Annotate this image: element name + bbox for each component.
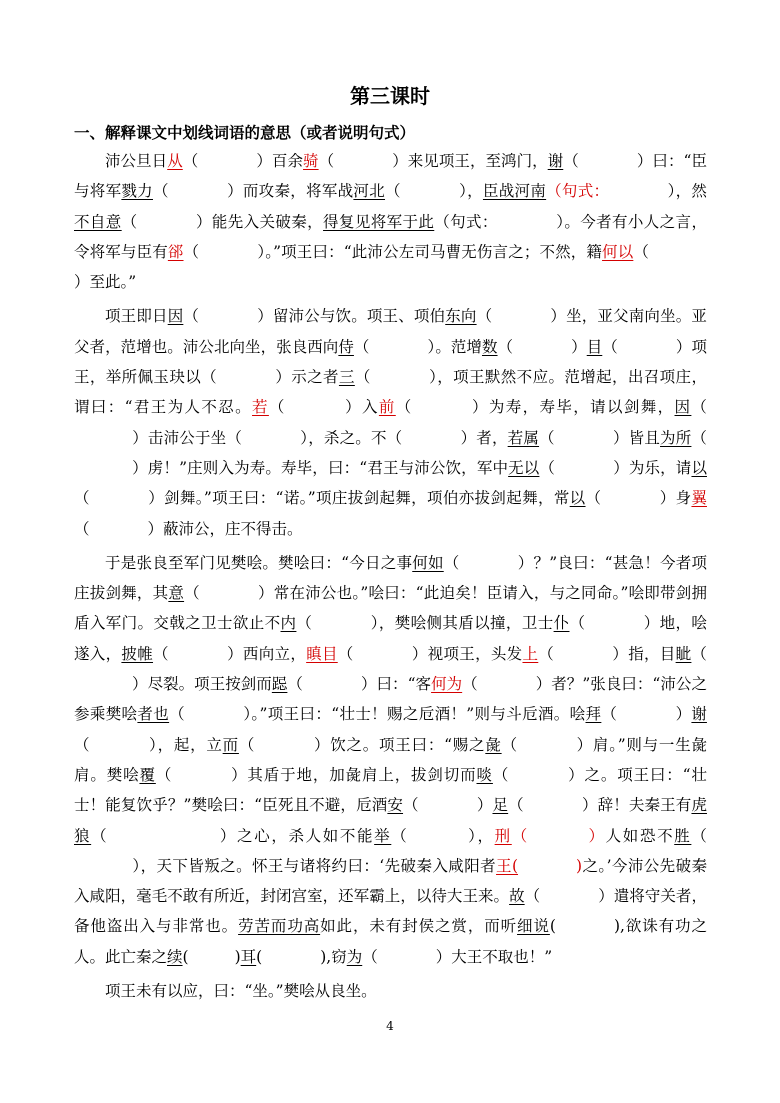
passage-text: (	[549, 917, 556, 936]
passage-text: (	[256, 947, 263, 966]
underlined-term: 谢	[547, 152, 564, 170]
passage-text: ）饮之。项王曰：“赐之	[313, 735, 486, 754]
underlined-term: 因	[674, 398, 692, 417]
passage-paragraph-1	[74, 146, 707, 297]
underlined-term: 得复见将军于此	[323, 212, 435, 231]
passage-text: ),欲诛有功之人。此亡秦之	[74, 917, 707, 966]
page-number: 4	[386, 1019, 394, 1033]
passage-text: ）	[476, 796, 493, 815]
underlined-term: 何为	[431, 675, 463, 694]
passage-text: ）皆且	[612, 428, 661, 447]
passage-text: ）常在沛公也。”哙曰：“此迫矣！臣请入，与之同命。”哙即带剑拥盾入军门。交戟之卫士欲止不	[74, 584, 707, 633]
passage-text: （	[601, 705, 618, 724]
passage-text: （	[353, 337, 370, 356]
passage-text: （	[476, 307, 493, 326]
passage-text: （句式：	[546, 182, 610, 201]
passage-text: ）能先入关破秦，	[195, 212, 324, 231]
passage-text: ），然	[667, 182, 707, 201]
passage-text: ）西向立，	[226, 644, 307, 663]
passage-text: ）	[675, 705, 692, 724]
passage-text: ）。今者有小人之言，令将军与臣有	[74, 212, 707, 261]
passage-text: ）至此。”	[74, 273, 137, 292]
passage-text: （	[403, 796, 419, 815]
passage-text: （	[337, 644, 354, 663]
passage-text: （	[391, 826, 409, 845]
passage-text: （	[155, 765, 173, 784]
passage-text: （	[296, 614, 313, 633]
passage-text: （	[511, 826, 529, 845]
passage-text: （	[585, 489, 602, 508]
underlined-term: 河北	[353, 182, 386, 201]
passage-text: ）来见项王，至鸿门，	[392, 152, 548, 170]
passage-text: (	[182, 947, 189, 966]
underlined-term: 骑	[303, 152, 319, 170]
underlined-term: 郤	[167, 242, 184, 261]
passage-text: ）击沛公于坐（	[132, 428, 243, 447]
underlined-term: 细说	[517, 917, 550, 936]
passage-text: ）剑舞。”项王曰：“诺。”项庄拔剑起舞，项伯亦拔剑起舞，常	[147, 489, 570, 508]
passage-text: ），杀之。不（	[300, 428, 403, 447]
passage-text: ）曰：“臣与将军	[74, 152, 707, 201]
passage-text: （句式：	[434, 212, 498, 231]
passage-text: （	[569, 614, 586, 633]
underlined-term: 意	[168, 584, 185, 603]
passage-text: （	[539, 428, 555, 447]
underlined-term: 眦	[675, 644, 692, 663]
passage-text: ）之心，杀人如不能	[218, 826, 375, 845]
passage-text: （	[497, 337, 514, 356]
underlined-term: 上	[522, 644, 539, 663]
passage-text: （	[362, 947, 378, 966]
passage-text: （	[563, 152, 579, 170]
passage-paragraph-3	[74, 548, 707, 972]
underlined-term: 戮力	[121, 182, 153, 201]
passage-text: ）而攻秦，将军战	[226, 182, 354, 201]
passage-text: （	[691, 398, 707, 417]
passage-text: （	[633, 242, 649, 261]
passage-text: ）肩。”则与一生彘肩。樊哙	[74, 735, 707, 784]
passage-text: ）身	[659, 489, 692, 508]
passage-text: （	[443, 553, 460, 572]
passage-text: ）坐，亚父南向坐。亚父者，范增也。沛公北向坐，张良西向	[74, 307, 707, 356]
passage-text: （	[691, 826, 707, 845]
passage-text: （	[238, 735, 256, 754]
passage-text: 之。’今沛公先破秦入咸阳，毫毛不敢有所近，封闭宫室，还军霸上，以待大王来。	[74, 856, 707, 906]
passage-text: （	[153, 644, 169, 663]
underlined-term: 内	[280, 614, 297, 633]
passage-text: ），起，立	[148, 735, 223, 754]
passage-text: ），樊哙侧其盾以撞，卫士	[370, 614, 554, 633]
underlined-term: 若属	[507, 428, 540, 447]
passage-text: ）。”项王曰：“此沛公左司马曹无伤言之；不然，籍	[257, 242, 603, 261]
page-title: 第三课时	[350, 84, 430, 108]
passage-text: （	[152, 182, 169, 201]
underlined-term: 目	[586, 337, 603, 356]
passage-text: )	[234, 947, 241, 966]
passage-text: （	[287, 675, 303, 694]
passage-text: ）	[586, 826, 606, 845]
underlined-term: 拜	[585, 705, 602, 724]
passage-paragraph-2	[74, 301, 707, 543]
passage-text: （	[538, 644, 555, 663]
underlined-term: 仆	[553, 614, 570, 633]
passage-text: （	[354, 368, 371, 387]
passage-text: 项王即日	[105, 307, 168, 326]
underlined-term: 因	[167, 307, 184, 326]
passage-text: （	[169, 705, 185, 724]
passage-text: ）尽裂。项王按剑而	[132, 675, 272, 694]
passage-text: ）。”项王曰：“壮士！赐之卮酒！”则与斗卮酒。哙	[242, 705, 586, 724]
passage-text: （	[183, 242, 200, 261]
passage-text: （	[492, 765, 510, 784]
underlined-term: 王(	[496, 856, 519, 875]
passage-text: （	[74, 489, 90, 508]
passage-text: ）视项王，头发	[411, 644, 523, 663]
passage-text: （	[91, 826, 109, 845]
passage-text: （	[539, 458, 556, 477]
passage-text: （	[318, 152, 335, 170]
passage-text: ）大王不取也！”	[435, 947, 553, 966]
underlined-term: 数	[481, 337, 498, 356]
passage-text: ），天下皆叛之。怀王与诸将约曰：‘先破秦入咸阳者	[132, 856, 497, 875]
passage-text: ）其盾于地，加彘肩上，拔剑切而	[230, 765, 477, 784]
underlined-term: 为所	[660, 428, 692, 447]
passage-text: ）虏！”庄则入为寿。寿毕，曰：“君王与沛公饮，军中	[132, 458, 509, 477]
underlined-term: 翼	[691, 489, 707, 508]
passage-text: （	[268, 398, 286, 417]
passage-text: （	[501, 735, 518, 754]
passage-text: （	[385, 182, 401, 201]
underlined-term: 三	[338, 368, 355, 387]
underlined-term: 刑	[494, 826, 512, 845]
passage-text: ）留沛公与饮。项王、项伯	[257, 307, 446, 326]
passage-text: 如此，未有封侯之赏，而听	[320, 917, 518, 936]
section-heading: 一、解释课文中划线词语的意思（或者说明句式）	[74, 124, 416, 142]
passage-text: ），	[458, 182, 483, 201]
passage-text: 人如恐不	[605, 826, 675, 845]
passage-text: ）？”良曰：“甚急！今者项庄拔剑舞，其	[74, 553, 707, 603]
underlined-term: 为	[346, 947, 363, 966]
passage-text: ）蔽沛公，庄不得击。	[147, 519, 303, 538]
passage-text: ）指，目	[612, 644, 676, 663]
underlined-term: 足	[492, 796, 509, 815]
passage-text: （	[74, 735, 91, 754]
passage-text: ）入	[343, 398, 379, 417]
underlined-term: 不自意	[74, 212, 122, 231]
passage-text: （	[182, 152, 199, 170]
passage-text: （	[395, 398, 413, 417]
underlined-term: 侍	[338, 337, 354, 356]
underlined-term: 以	[569, 489, 586, 508]
underlined-term: 若	[252, 398, 269, 417]
passage-text: ），项王默然不应。范增起，出召项庄，谓曰：“君王为人不忍。	[74, 368, 707, 417]
passage-text: （	[462, 675, 478, 694]
underlined-term: 覆	[139, 765, 156, 784]
underlined-term: 胜	[674, 826, 692, 845]
underlined-term: 故	[509, 887, 525, 906]
underlined-term: 者也	[137, 705, 170, 724]
underlined-term: 臣战河南	[482, 182, 547, 201]
passage-text: ），	[466, 826, 495, 845]
passage	[74, 146, 707, 1010]
underlined-term: 披帷	[121, 644, 154, 663]
passage-text: 沛公旦日	[105, 152, 168, 170]
passage-text: ）为寿，寿毕，请以剑舞，	[470, 398, 675, 417]
underlined-term: 彘	[485, 735, 502, 754]
passage-text: ）	[571, 337, 587, 356]
passage-text: ）者，	[460, 428, 508, 447]
underlined-term: 无以	[508, 458, 540, 477]
passage-text: ）遣将守关者，备他盗出入与非常也。	[74, 887, 707, 936]
passage-text: （	[602, 337, 618, 356]
passage-text: ）为乐，请	[613, 458, 692, 477]
passage-text: （	[508, 796, 524, 815]
passage-text: ）者？”张良曰：“沛公之参乘樊哙	[74, 675, 707, 724]
passage-text: （	[691, 428, 707, 447]
passage-text: ）之。项王曰：“壮士！能复饮乎？”樊哙曰：“臣死且不避，卮酒	[74, 765, 707, 815]
underlined-term: 瞋目	[306, 644, 338, 663]
passage-text: 于是张良至军门见樊哙。樊哙曰：“今日之事	[105, 553, 413, 572]
passage-text: （	[121, 212, 138, 231]
passage-text: （	[183, 307, 200, 326]
passage-text: ),窃	[320, 947, 347, 966]
underlined-term: 何以	[602, 242, 634, 261]
passage-text: ）地，哙遂入，	[74, 614, 707, 663]
passage-text: （	[74, 519, 90, 538]
passage-text: ）辞！夫秦王有	[581, 796, 692, 815]
underlined-term: 前	[378, 398, 396, 417]
passage-text: ）百余	[256, 152, 304, 170]
passage-paragraph-4	[74, 976, 707, 1006]
underlined-term: 谢	[691, 705, 707, 724]
passage-text: ）示之者	[275, 368, 339, 387]
underlined-term: 何如	[412, 553, 444, 572]
underlined-term: 从	[167, 152, 183, 170]
passage-text: ）曰：“客	[360, 675, 432, 694]
underlined-term: 举	[374, 826, 392, 845]
passage-text: （	[524, 887, 541, 906]
underlined-term: 跽	[271, 675, 288, 694]
underlined-term: 以	[691, 458, 707, 477]
passage-text: ）项王，举所佩玉玦以（	[74, 337, 707, 387]
underlined-term: 啖	[476, 765, 493, 784]
underlined-term: 东向	[445, 307, 477, 326]
underlined-term: 耳	[240, 947, 257, 966]
passage-text: （	[691, 644, 707, 663]
passage-text: 项王未有以应，曰：“坐。”樊哙从良坐。	[105, 982, 377, 1001]
passage-text: ）。范增	[427, 337, 482, 356]
underlined-term: 续	[167, 947, 183, 966]
passage-text: )	[576, 856, 583, 875]
underlined-term: 劳苦而功高	[238, 917, 321, 936]
underlined-term: 而	[222, 735, 239, 754]
underlined-term: 安	[387, 796, 404, 815]
passage-text: （	[184, 584, 200, 603]
underlined-term: 虎狼	[74, 796, 707, 845]
